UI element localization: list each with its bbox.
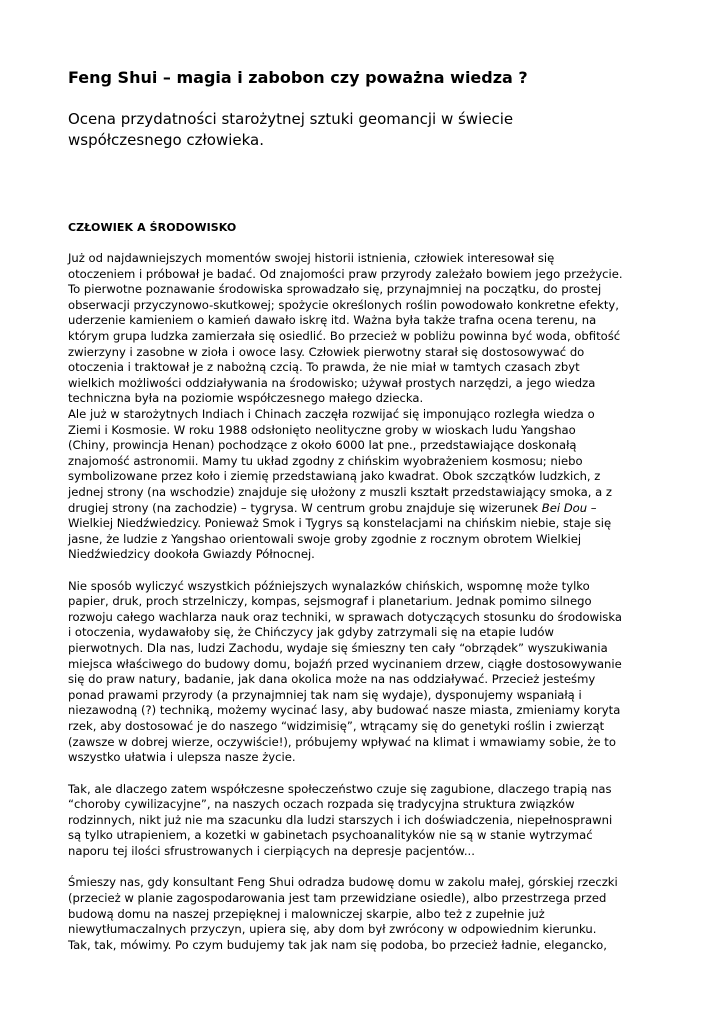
text-line: Ale już w starożytnych Indiach i Chinach zaczęła rozwijać się imponująco rozległa wiedza o <box>68 406 595 421</box>
text-line: znajomość astronomii. Mamy tu układ zgodny z chińskim wyobrażeniem kosmosu; niebo <box>68 453 583 468</box>
document-subtitle: Ocena przydatności starożytnej sztuki geomancji w świecie współczesnego człowieka. <box>68 110 514 149</box>
text-line: ponad prawami przyrody (a przynajmniej tak nam się wydaje), dysponujemy wspaniałą i <box>68 687 582 702</box>
text-line: obserwacji przyczynowo-skutkowej; spożycie określonych roślin powodowało konkretne efekty, <box>68 297 619 312</box>
text-line: rzek, aby dostosować je do naszego “widzimisię”, wtrącamy się do genetyki roślin i zwierząt <box>68 719 605 734</box>
text-line: “choroby cywilizacyjne”, na naszych oczach rozpada się tradycyjna struktura związków <box>68 797 575 812</box>
text-line: Już od najdawniejszych momentów swojej historii istnienia, człowiek interesował się <box>68 251 555 265</box>
text-line: (Chiny, prowincja Henan) pochodzące z około 6000 lat pne., przedstawiające doskonałą <box>68 438 577 453</box>
text-line: papier, druk, proch strzelniczy, kompas, sejsmograf i planetarium. Jednak pomimo silnego <box>68 594 592 609</box>
text-line: otoczenia i traktował je z nabożną czcią. To prawda, że nie miał w tamtych czasach zbyt <box>68 360 580 375</box>
text-line: zwierzyny i zasobne w zioła i owoce lasy. Człowiek pierwotny starał się dostosowywać do <box>68 344 585 359</box>
text-line: którym grupa ludzka zamierzała się osiedlić. Bo przecież w pobliżu powinna być woda, obfitość <box>68 328 621 343</box>
paragraph-2 <box>68 579 662 766</box>
paragraph-4 <box>68 875 662 953</box>
text-line: Nie sposób wyliczyć wszystkich późniejszych wynalazków chińskich, wspomnę może tylko <box>68 578 590 593</box>
body-text <box>68 251 662 953</box>
text-line: Tak, tak, mówimy. Po czym budujemy tak jak nam się podoba, bo przecież ładnie, elegancko, <box>68 937 607 952</box>
paragraph-spacer <box>68 766 662 782</box>
text-line: Tak, ale dlaczego zatem współczesne społeczeństwo czuje się zagubione, dlaczego trapią nas <box>68 781 612 796</box>
text-fragment: drugiej strony (na zachodzie) – tygrysa. W centrum grobu znajduje się wizerunek <box>68 500 542 515</box>
text-line: miejsca właściwego do budowy domu, bojaźń przed wycinaniem drzew, ciągłe dostosowywanie <box>68 656 622 671</box>
text-line: się do praw natury, badanie, jak dana okolica może na nas oddziaływać. Przecież jesteśmy <box>68 672 596 687</box>
text-line: i otoczenia, wydawałoby się, że Chińczycy jak gdyby zatrzymali się na etapie ludów <box>68 625 554 640</box>
text-line: rodzinnych, nikt już nie ma szacunku dla ludzi starszych i ich doświadczenia, niepełnosprawni <box>68 812 613 827</box>
text-line: Ziemi i Kosmosie. W roku 1988 odsłonięto neolityczne groby w wioskach ludu Yangshao <box>68 422 576 437</box>
text-line: (zawsze w dobrej wierze, oczywiście!), próbujemy wpływać na klimat i wmawiamy sobie, że to <box>68 734 616 749</box>
text-line: niezawodną (?) techniką, możemy wycinać lasy, aby budować nasze miasta, zmieniamy koryta <box>68 703 621 718</box>
text-line: otoczeniem i próbował je badać. Od znajomości praw przyrody zależało bowiem jego przeżycie. <box>68 266 623 281</box>
text-line: wszystko ułatwia i ulepsza nasze życie. <box>68 750 296 765</box>
text-line: są tylko utrapieniem, a kozetki w gabinetach psychoanalityków nie są w stanie wytrzymać <box>68 828 593 843</box>
text-line: Śmieszy nas, gdy konsultant Feng Shui odradza budowę domu w zakolu małej, górskiej rzeczki <box>68 875 618 890</box>
text-line: techniczna była na poziomie współczesnego małego dziecka. <box>68 391 424 406</box>
text-fragment: – <box>587 500 597 515</box>
text-line: Wielkiej Niedźwiedzicy. Ponieważ Smok i Tygrys są konstelacjami na chińskim niebie, staje się <box>68 516 612 531</box>
italic-term: Bei Dou <box>541 500 588 515</box>
text-line: naporu tej ilości sfrustrowanych i cierpiących na depresje pacjentów... <box>68 843 475 858</box>
text-line: pierwotnych. Dla nas, ludzi Zachodu, wydaje się śmieszny ten cały “obrządek” wyszukiwania <box>68 641 608 656</box>
text-line: niewytłumaczalnych przyczyn, upiera się, aby dom był zwrócony w odpowiednim kierunku. <box>68 922 597 937</box>
document-title: Feng Shui – magia i zabobon czy poważna wiedza ? <box>68 68 528 87</box>
text-line: wielkich możliwości oddziaływania na środowisko; używał prostych narzędzi, a jego wiedza <box>68 375 596 390</box>
text-line: To pierwotne poznawanie środowiska sprowadzało się, przynajmniej na początku, do prostej <box>68 282 602 297</box>
text-line: symbolizowane przez koło i ziemię przedstawianą jako kwadrat. Obok szczątków ludzkich, z <box>68 469 601 484</box>
text-line: rozwoju całego wachlarza nauk oraz techniki, w sprawach dotyczących stosunku do środowiska <box>68 609 622 624</box>
paragraph-3 <box>68 782 662 860</box>
paragraph-spacer <box>68 860 662 876</box>
text-line: jasne, że ludzie z Yangshao orientowali swoje groby zgodnie z rocznym obrotem Wielkiej <box>68 531 582 546</box>
text-line: Niedźwiedzicy dookoła Gwiazdy Północnej. <box>68 547 315 562</box>
text-line: jednej strony (na wschodzie) znajduje się ułożony z muszli kształt przedstawiający smoka, a z <box>68 484 613 499</box>
text-line: uderzenie kamieniem o kamień dawało iskrę itd. Ważna była także trafna ocena terenu, na <box>68 313 597 328</box>
text-line: budową domu na naszej przepięknej i malowniczej skarpie, albo też z zupełnie już <box>68 906 545 921</box>
text-line: (przecież w planie zagospodarowania jest tam przewidziane osiedle), albo przestrzega przed <box>68 890 607 905</box>
paragraph-1 <box>68 251 662 563</box>
text-line-with-italic <box>68 501 662 517</box>
section-heading: CZŁOWIEK A ŚRODOWISKO <box>68 221 237 234</box>
paragraph-spacer <box>68 563 662 579</box>
